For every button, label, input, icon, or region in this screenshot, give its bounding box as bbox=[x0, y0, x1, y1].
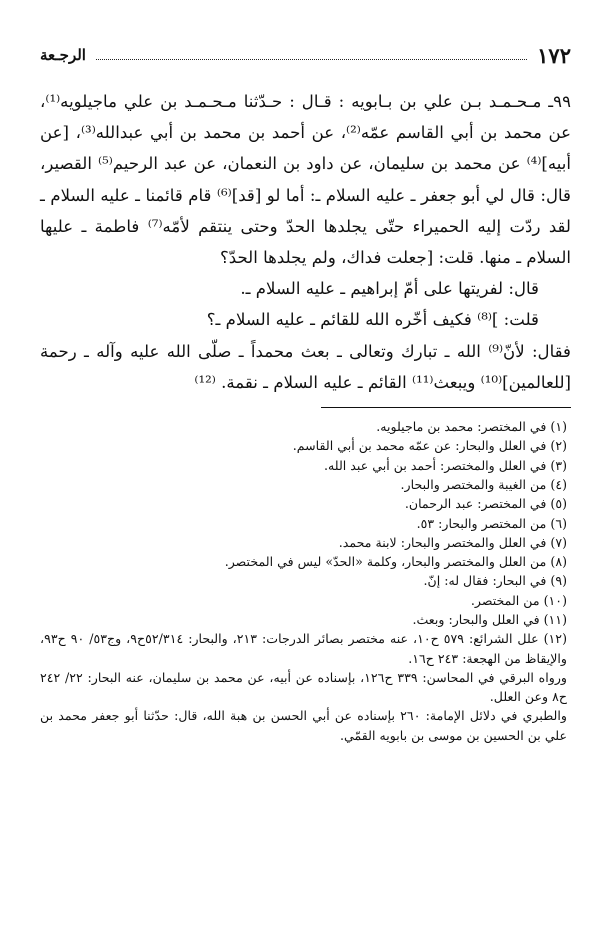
page-header bbox=[40, 40, 571, 70]
footnote-11: (١١) في العلل والبحار: وبعث. bbox=[412, 612, 567, 627]
footnote-8: (٨) من العلل والمختصر والبحار، وكلمة «الحدّ» ليس في المختصر. bbox=[224, 554, 567, 570]
footnote-separator bbox=[321, 407, 571, 408]
footnote-12-continuation-barqi: ورواه البرقي في المحاسن: ٣٣٩ ح١٢٦، بإسناده عن أبيه، عن محمد بن سليمان، عنه البحار: ٢٢/ ٢٤٢ ح٨ وعن العلل. bbox=[40, 669, 567, 705]
hadith-paragraph: ٩٩ـ مـحـمـد بـن علي بن بـابويه : قـال : حـدّثنا مـحـمـد بن علي ماجيلويه⁽¹⁾، عن محمد بن أبي القاسم عمّه⁽²⁾، عن أحمد بن محمد بن أبي عبدالله⁽³⁾، [عن أبيه]⁽⁴⁾ عن محمد بن سليمان، عن داود بن النعمان، عن عبد الرحيم⁽⁵⁾ القصير، قال: قال لي أبو جعفر ـ عليه السلام ـ: أما لو [قد]⁽⁶⁾ قام قائمنا ـ عليه السلام ـ لقد ردّت إليه الحميراء حتّى يجلدها الحدّ وحتى ينتقم لأمّه⁽⁷⁾ فاطمة ـ عليها السلام ـ منها. قلت: [جعلت فداك، ولم يجلدها الحدّ؟ bbox=[40, 92, 571, 268]
footnote-9: (٩) في البحار: فقال له: إنّ. bbox=[423, 573, 567, 589]
footnote-10: (١٠) من المختصر. bbox=[470, 592, 567, 608]
page-number: ١٧٢ bbox=[537, 42, 571, 68]
footnote-5: (٥) في المختصر: عبد الرحمان. bbox=[404, 496, 567, 512]
hadith-answer-line: قال: لفريتها على أمّ إبراهيم ـ عليه السلام ـ. bbox=[240, 279, 539, 299]
hadith-question-line: قلت: ]⁽⁸⁾ فكيف أخّره الله للقائم ـ عليه السلام ـ؟ bbox=[206, 310, 539, 330]
header-dotted-rule bbox=[96, 59, 527, 60]
footnotes bbox=[40, 417, 571, 745]
footnote-6: (٦) من المختصر والبحار: ٥٣. bbox=[416, 515, 567, 531]
running-title: الرجـعة bbox=[40, 46, 86, 64]
footnote-3: (٣) في العلل والمختصر: أحمد بن أبي عبد الله. bbox=[324, 457, 567, 473]
footnote-7: (٧) في العلل والمختصر والبحار: لابنة محمد. bbox=[338, 534, 567, 550]
footnote-12: (١٢) علل الشرائع: ٥٧٩ ح١٠، عنه مختصر بصائر الدرجات: ٢١٣، والبحار: ٥٢/٣١٤ح٩، وج٥٣/ ٩٠ ح٩٣، والإيقاظ من الهجعة: ٢٤٣ ح١٦. bbox=[40, 631, 567, 666]
main-text bbox=[40, 86, 571, 398]
footnote-1: (١) في المختصر: محمد بن ماجيلويه. bbox=[376, 419, 567, 435]
footnote-12-continuation-tabari: والطبري في دلائل الإمامة: ٢٦٠ بإسناده عن أبي الحسن بن هبة الله، قال: حدّثنا أبو جعفر محمد بن علي بن الحسين بن موسى بن بابويه القمّي. bbox=[40, 708, 567, 743]
footnote-4: (٤) من الغيبة والمختصر والبحار. bbox=[400, 476, 567, 492]
footnote-2: (٢) في العلل والبحار: عن عمّه محمد بن أبي القاسم. bbox=[292, 438, 567, 454]
hadith-final-paragraph: فقال: لأنّ⁽⁹⁾ الله ـ تبارك وتعالى ـ بعث محمداً ـ صلّى الله عليه وآله ـ رحمة [للعالمين]⁽¹⁰⁾ ويبعث⁽¹¹⁾ القائم ـ عليه السلام ـ نقمة. ⁽¹²⁾ bbox=[40, 341, 571, 392]
